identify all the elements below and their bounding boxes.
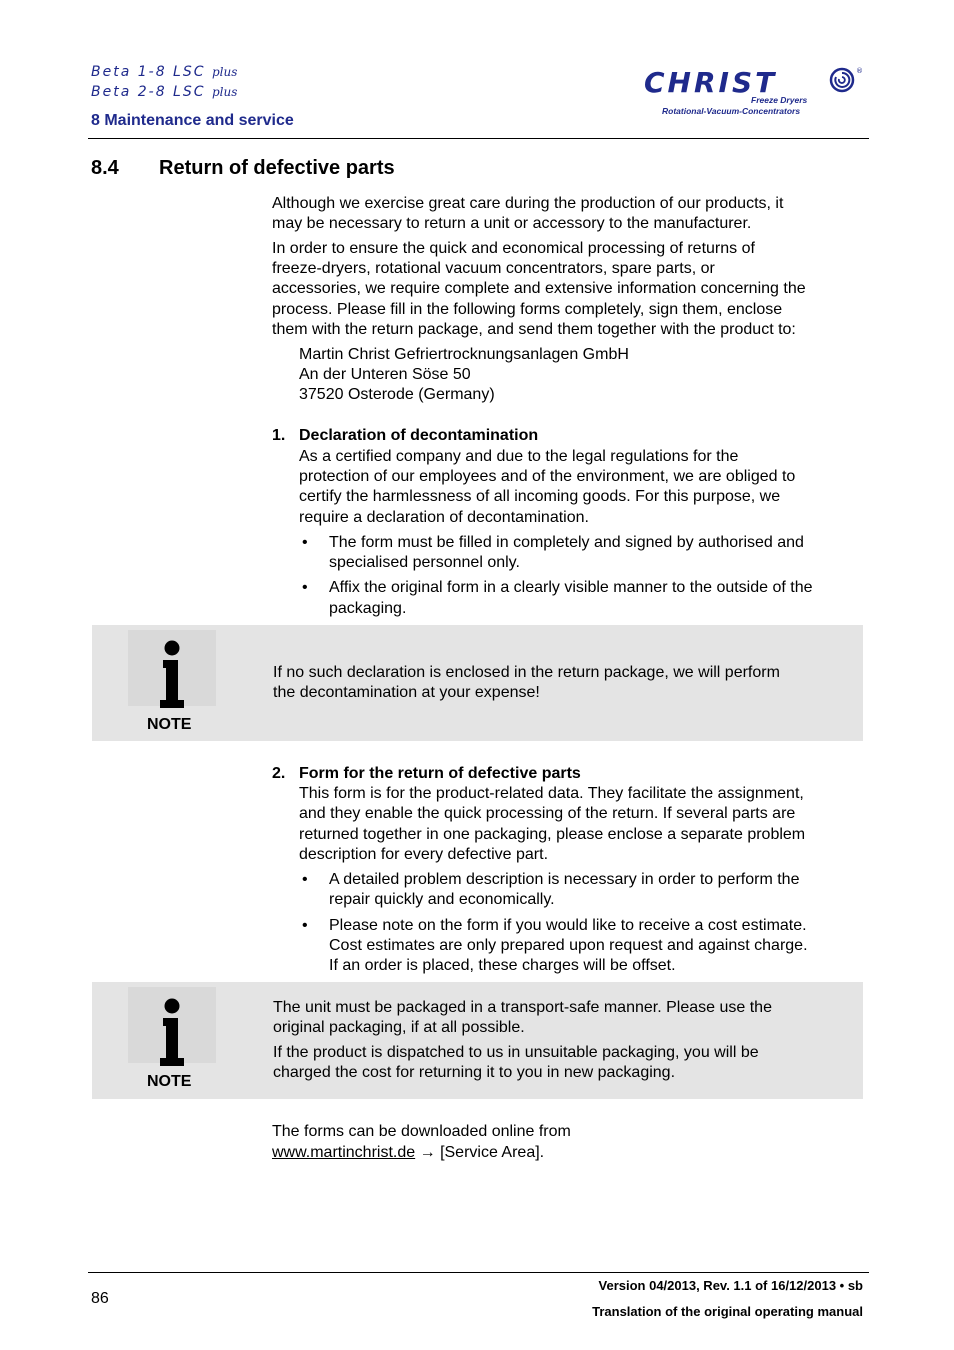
svg-text:®: ®	[856, 67, 863, 75]
intro-line: process. Please fill in the following forms completely, sign them, enclose	[272, 301, 783, 318]
item-1-line: As a certified company and due to the legal regulations for the	[299, 448, 739, 465]
section-number: 8.4	[91, 157, 119, 179]
bullet-icon: •	[302, 871, 308, 888]
bullet-icon: •	[302, 917, 308, 934]
logo-wordmark: CHRIST	[644, 66, 778, 99]
page-number: 86	[91, 1290, 109, 1307]
item-2-line: returned together in one packaging, please enclose a separate problem	[299, 826, 806, 843]
footer-rule	[88, 1272, 869, 1273]
logo-sub-freeze: Freeze Dryers	[751, 95, 808, 105]
note-box-2	[92, 982, 863, 1099]
item-2-title: Form for the return of defective parts	[299, 765, 581, 782]
item-2-number: 2.	[272, 765, 286, 782]
intro-line: freeze-dryers, rotational vacuum concentrators, spare parts, or	[272, 260, 715, 277]
item-1-bullet-2: Affix the original form in a clearly visible manner to the outside of the	[329, 579, 813, 596]
note-label: NOTE	[147, 716, 192, 733]
intro-line: accessories, we require complete and extensive information concerning the	[272, 280, 806, 297]
download-text: The forms can be downloaded online from	[272, 1123, 571, 1140]
item-1-line: require a declaration of decontamination.	[299, 509, 589, 526]
note-1-line: If no such declaration is enclosed in the return package, we will perform	[273, 664, 780, 681]
note-label: NOTE	[147, 1073, 192, 1090]
intro-line: Although we exercise great care during the production of our products, it	[272, 195, 784, 212]
service-area-text: [Service Area].	[440, 1144, 545, 1161]
item-2-bullet-1: repair quickly and economically.	[329, 891, 555, 908]
item-1-line: protection of our employees and of the environment, we are obliged to	[299, 468, 796, 485]
item-1-number: 1.	[272, 427, 286, 444]
item-2-line: and they enable the quick processing of the return. If several parts are	[299, 805, 796, 822]
item-2-bullet-2: If an order is placed, these charges will be offset.	[329, 957, 676, 974]
download-link-line	[272, 1143, 544, 1163]
item-2-bullet-2: Please note on the form if you would like to receive a cost estimate.	[329, 917, 807, 934]
note-2-line: The unit must be packaged in a transport-safe manner. Please use the	[273, 999, 772, 1016]
logo-sub-rotational: Rotational-Vacuum-Concentrators	[662, 106, 801, 116]
item-1-bullet-2: packaging.	[329, 600, 407, 617]
note-2-line: If the product is dispatched to us in unsuitable packaging, you will be	[273, 1044, 759, 1061]
address-line: An der Unteren Söse 50	[299, 366, 471, 383]
item-2-bullet-2: Cost estimates are only prepared upon request and against charge.	[329, 937, 808, 954]
intro-line: In order to ensure the quick and economical processing of returns of	[272, 240, 755, 257]
item-1-line: certify the harmlessness of all incoming goods. For this purpose, we	[299, 488, 781, 505]
note-2-line: original packaging, if at all possible.	[273, 1019, 525, 1036]
version-info: Version 04/2013, Rev. 1.1 of 16/12/2013 • sb	[598, 1278, 863, 1293]
item-2-line: description for every defective part.	[299, 846, 549, 863]
bullet-icon: •	[302, 534, 308, 551]
website-link[interactable]: www.martinchrist.de	[272, 1144, 416, 1161]
intro-line: may be necessary to return a unit or accessory to the manufacturer.	[272, 215, 752, 232]
chapter-title: 8 Maintenance and service	[91, 112, 294, 129]
model-line-1: Beta 1-8 LSC plus	[91, 64, 238, 80]
item-1-bullet-1: The form must be filled in completely and signed by authorised and	[329, 534, 804, 551]
arrow-right-icon: →	[419, 1144, 436, 1161]
section-title: Return of defective parts	[159, 157, 395, 179]
header-rule	[88, 138, 869, 139]
info-icon	[158, 998, 186, 1068]
note-2-line: charged the cost for returning it to you in new packaging.	[273, 1064, 676, 1081]
intro-line: them with the return package, and send them together with the product to:	[272, 321, 796, 338]
address-line: Martin Christ Gefriertrocknungsanlagen GmbH	[299, 346, 629, 363]
item-2-line: This form is for the product-related data. They facilitate the assignment,	[299, 785, 804, 802]
item-1-title: Declaration of decontamination	[299, 427, 539, 444]
item-1-bullet-1: specialised personnel only.	[329, 554, 520, 571]
item-2-bullet-1: A detailed problem description is necessary in order to perform the	[329, 871, 800, 888]
info-icon	[158, 640, 186, 710]
translation-note: Translation of the original operating manual	[592, 1304, 863, 1319]
note-box-1	[92, 625, 863, 741]
bullet-icon: •	[302, 579, 308, 596]
address-line: 37520 Osterode (Germany)	[299, 386, 495, 403]
christ-logo	[644, 64, 866, 120]
model-line-2: Beta 2-8 LSC plus	[91, 84, 238, 100]
note-1-line: the decontamination at your expense!	[273, 684, 540, 701]
